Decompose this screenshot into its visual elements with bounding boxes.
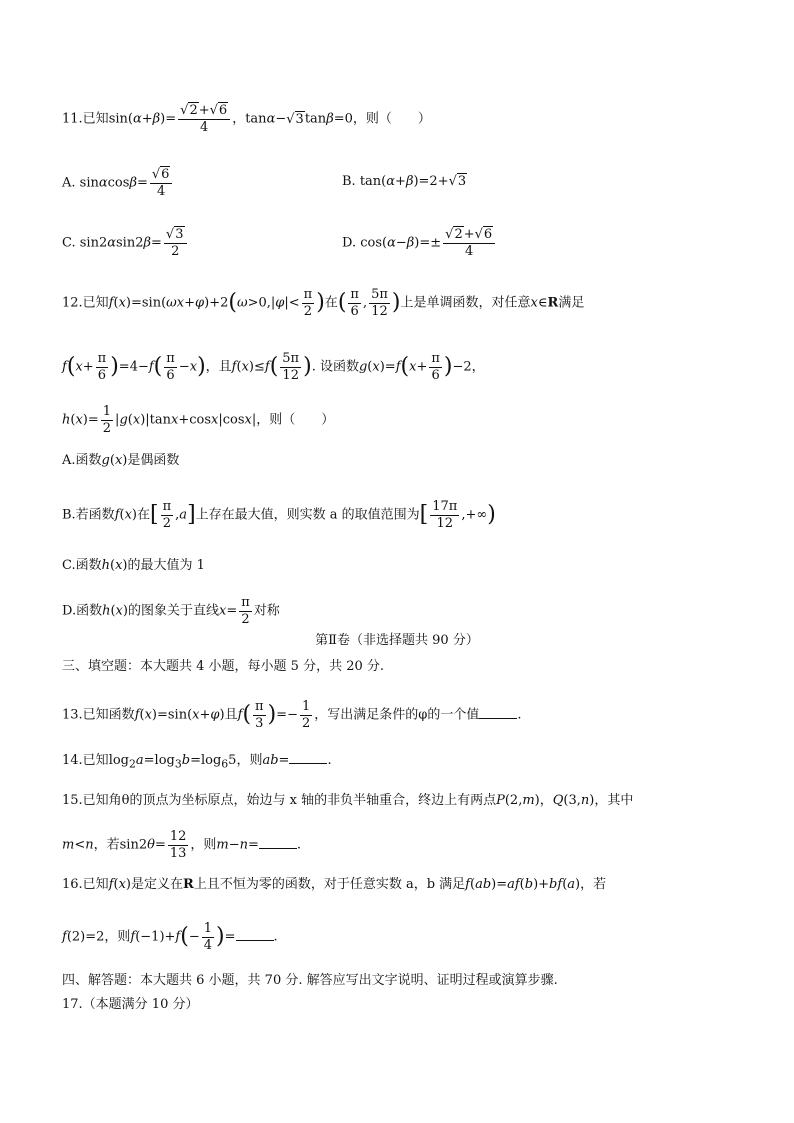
q16-line2: f(2)=2，则f(−1)+f(− $\frac{1}{4}$ )= . xyxy=(62,921,278,953)
q13-answer-blank[interactable] xyxy=(479,708,517,719)
q11-option-b: B. tan(α+β)=2+√ 3 xyxy=(342,175,467,188)
q14-answer-blank[interactable] xyxy=(289,753,327,764)
q12-stem: 12.已知f(x)=sin(ωx+φ)+2(ω>0,|φ|< $\frac{\pi}{2}$ )在( $\frac{\pi}{6}$ , $\frac{5\pi}{12}$ )上是单调函数，对任意x∈R满足 xyxy=(62,287,585,319)
part2-title: 第Ⅱ卷（非选择题共 90 分） xyxy=(315,633,479,648)
q14: 14.已知$\log_2a=\log_3b=\log_65$，则ab= . xyxy=(62,753,332,771)
q17-heading: 17.（本题满分 10 分） xyxy=(62,997,199,1012)
q12-line3: h(x)= $\frac{1}{2}$ |g(x)|tanx+cosx|cosx|，则（ ） xyxy=(62,404,335,436)
q11-option-d: D. cos(α−β)=± √ $\frac{2+√ 6}{4}$ xyxy=(342,228,497,258)
q12-option-b: B.若函数f(x)在[ $\frac{\pi}{2}$ ,a]上存在最大值，则实数 a 的取值范围为[ $\frac{17\pi}{12}$ ,+∞) xyxy=(62,499,496,531)
section4-heading: 四、解答题：本大题共 6 小题，共 70 分. 解答应写出文字说明、证明过程或演算步骤. xyxy=(62,973,558,988)
q12-option-d: D.函数h(x)的图象关于直线x= $\frac{\pi}{2}$ 对称 xyxy=(62,595,280,627)
q12-option-c: C.函数h(x)的最大值为 1 xyxy=(62,558,205,573)
q11-option-a: A. sinαcosβ= √ $\frac{6}{4}$ xyxy=(62,168,174,198)
q12-option-a: A.函数g(x)是偶函数 xyxy=(62,453,180,468)
q12-line2: f(x+ $\frac{\pi}{6}$ )=4−f( $\frac{\pi}{6}$ −x)，且f(x)≤f( $\frac{5\pi}{12}$ ). 设函数g(x)=f(x+ $\frac{\pi}{6}$ )−2， xyxy=(62,351,485,383)
q13: 13.已知函数f(x)=sin(x+φ)且f( $\frac{\pi}{3}$ )=− $\frac{1}{2}$ ，写出满足条件的φ的一个值 . xyxy=(62,699,522,731)
section3-heading: 三、填空题：本大题共 4 小题，每小题 5 分，共 20 分. xyxy=(62,659,385,674)
q15-line1: 15.已知角θ的顶点为坐标原点，始边与 x 轴的非负半轴重合，终边上有两点P(2,m)，Q(3,n)，其中 xyxy=(62,793,634,808)
q15-line2: m<n，若sin2θ= $\frac{12}{13}$ ，则m−n= . xyxy=(62,829,302,861)
q16-line1: 16.已知f(x)是定义在R上且不恒为零的函数，对于任意实数 a，b 满足f(ab)=af(b)+bf(a)，若 xyxy=(62,877,607,892)
q11-option-c: C. sin2αsin2β= √ $\frac{3}{2}$ xyxy=(62,228,189,258)
q16-answer-blank[interactable] xyxy=(236,930,274,941)
q11-stem: 11.已知sin(α+β)= √ $\frac{2+√ 6}{4}$ ，tanα−√ 3tanβ=0，则（ ） xyxy=(62,104,431,134)
q15-answer-blank[interactable] xyxy=(259,838,297,849)
